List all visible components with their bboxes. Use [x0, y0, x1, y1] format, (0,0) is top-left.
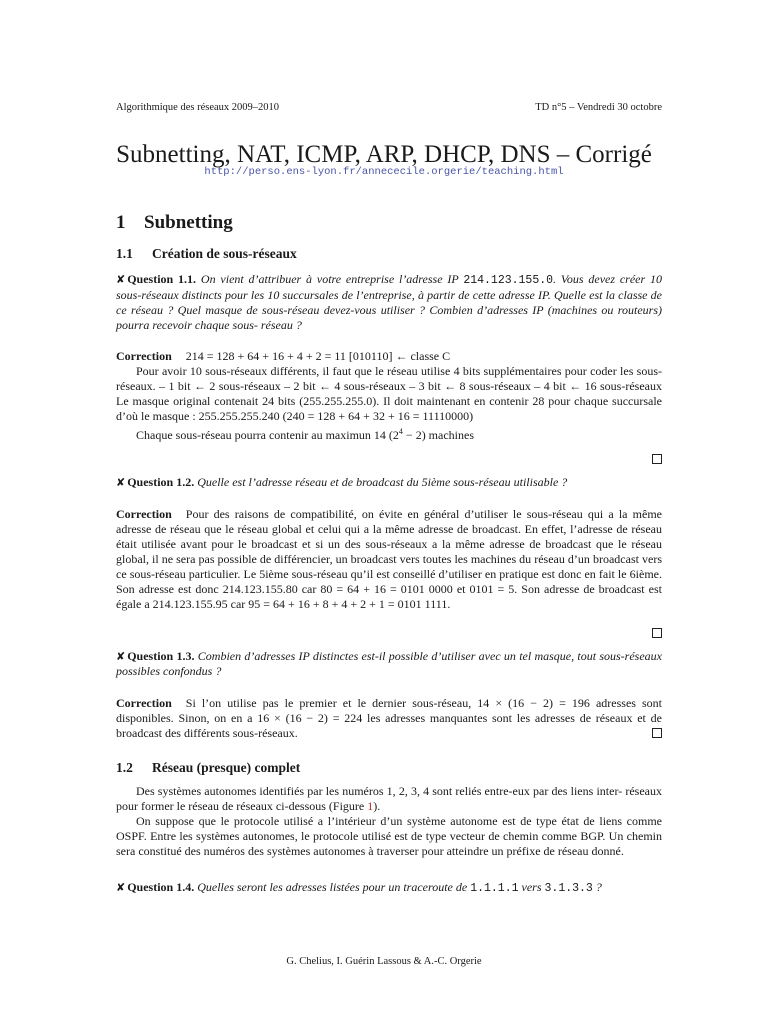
question-text [197, 880, 602, 894]
subsection-heading-1-2 [116, 760, 300, 776]
correction-text: Chaque sous-réseau pourra contenir au maximun 14 (2 [136, 428, 399, 442]
document-title: Subnetting, NAT, ICMP, ARP, DHCP, DNS – Corrigé [116, 141, 652, 168]
section-number: 1 [116, 212, 126, 233]
subsection-heading-1-1 [116, 246, 297, 262]
correction-1-2 [116, 507, 662, 612]
page-footer-authors: G. Chelius, I. Guérin Lassous & A.-C. Orgerie [286, 956, 482, 967]
running-header-right: TD n°5 – Vendredi 30 octobre [535, 102, 662, 113]
question-text-part: ? [592, 880, 602, 894]
paragraph-text: On suppose que le protocole utilisé a l’intérieur d’un système autonome est de type état de liens comme OSPF. Entre les systèmes autonomes, le protocole utilisé est de type vecteur de chemin comme BGP. Un chemin sera constitué des numéros des systèmes autonomes à traverser pour atteindre un préfixe de réseau donné. [116, 814, 662, 858]
correction-text: − 2) machines [402, 428, 475, 442]
correction-1-3 [116, 696, 662, 741]
running-header-left: Algorithmique des réseaux 2009–2010 [116, 102, 280, 113]
course-url-link[interactable]: http://perso.ens-lyon.fr/annececile.orgerie/teaching.html [204, 166, 564, 178]
figure-reference-link[interactable]: 1 [367, 799, 374, 813]
question-label: Question 1.3. [127, 649, 195, 663]
correction-paragraph [116, 364, 662, 424]
correction-line [116, 349, 662, 364]
question-1-2 [116, 475, 662, 490]
subsection-title: Création de sous-réseaux [152, 246, 297, 261]
paragraph-text: ). [373, 799, 381, 813]
correction-1-1 [116, 349, 662, 443]
exponent: 4 [398, 427, 403, 436]
end-of-proof-icon [652, 628, 662, 638]
correction-label: Correction [116, 507, 172, 521]
subsection-number: 1.1 [116, 246, 133, 261]
question-text: Combien d’adresses IP distinctes est-il possible d’utiliser avec un tel masque, tout sous-réseaux possibles confondus ? [116, 649, 662, 678]
correction-text: Pour des raisons de compatibilité, on évite en général d’utiliser le sous-réseau qui a la même adresse de réseau que le réseau global et celui qui a la même adresse de broadcast. En effet, l’adresse de réseau était utilisée avant pour le broadcast et si un des sous-réseaux a la même adresse de broadcast que le réseau global, il ne sera pas possible de différencier, un broadcast vers toutes les machines du réseau d’un broadcast vers ce sous-réseau particulier. Le 5ième sous-réseau qu’il est conseillé d’utiliser en pratique est donc en fait le 6ième. Son adresse est donc 214.123.155.80 car 80 = 64 + 16 = 0101 0000 et 0101 = 5. Son adresse de broadcast est égale a 214.123.155.95 car 95 = 64 + 16 + 8 + 4 + 2 + 1 = 0101 1111. [116, 507, 662, 611]
correction-label: Correction [116, 349, 172, 363]
question-1-1 [116, 272, 662, 333]
correction-text: Pour avoir 10 sous-réseaux différents, il faut que le réseau utilise 4 bits supplémentaires pour coder les sous-réseaux. – 1 bit ← 2 sous-réseaux – 2 bit ← 4 sous-réseaux – 3 bit ← 8 sous-réseaux – 4 bit ← 16 sous-réseaux Le masque original contenait 24 bits (255.255.255.0). Il doit maintenant en contenir 28 pour chaque succursale d’où le masque : 255.255.255.240 (240 = 128 + 64 + 32 + 16 = 11110000) [116, 364, 662, 423]
ip-address-destination: 3.1.3.3 [544, 882, 593, 895]
cross-mark-icon: ✘ [116, 650, 126, 663]
question-label: Question 1.1. [127, 272, 197, 286]
correction-paragraph [116, 424, 662, 443]
correction-text: 214 = 128 + 64 + 16 + 4 + 2 = 11 [010110] ← classe C [185, 349, 451, 363]
question-1-3 [116, 649, 662, 679]
ip-address-source: 1.1.1.1 [470, 882, 519, 895]
question-text [116, 272, 662, 332]
cross-mark-icon: ✘ [116, 476, 126, 489]
paragraph-network-intro [116, 784, 662, 814]
question-text-part: vers [518, 880, 545, 894]
subsection-number: 1.2 [116, 760, 133, 775]
question-label: Question 1.2. [127, 475, 195, 489]
end-of-proof-icon [652, 728, 662, 738]
question-1-4 [116, 880, 662, 896]
question-text-part: On vient d’attribuer à votre entreprise l’adresse IP [200, 272, 464, 286]
question-label: Question 1.4. [127, 880, 195, 894]
question-text-part: Quelles seront les adresses listées pour un traceroute de [197, 880, 471, 894]
end-of-proof-icon [652, 454, 662, 464]
section-title: Subnetting [144, 212, 233, 233]
ip-address: 214.123.155.0 [463, 274, 554, 287]
question-text-part: . Vous devez créer 10 sous-réseaux distincts pour les 10 succursales de l’entreprise, à partir de cette adresse IP. Quelle est la classe de ce réseau ? Quel masque de sous-réseau devez-vous utiliser ? Combien d’adresses IP (machines ou routeurs) pourra recevoir chaque sous- réseau ? [116, 272, 663, 332]
section-heading-subnetting [116, 212, 233, 234]
paragraph-text: Des systèmes autonomes identifiés par les numéros 1, 2, 3, 4 sont reliés entre-eux par des liens inter- réseaux pour former le réseau de réseaux ci-dessous (Figure [116, 784, 662, 813]
subsection-title: Réseau (presque) complet [152, 760, 301, 775]
cross-mark-icon: ✘ [116, 881, 126, 894]
correction-text: Si l’on utilise pas le premier et le dernier sous-réseau, 14 × (16 − 2) = 196 adresses sont disponibles. Sinon, on en a 16 × (16 − 2) = 224 les adresses manquantes sont les adresses de réseaux et de broadcast des différents sous-réseaux. [116, 696, 662, 740]
correction-label: Correction [116, 696, 172, 710]
paragraph-protocol [116, 814, 662, 859]
cross-mark-icon: ✘ [116, 273, 126, 286]
question-text: Quelle est l’adresse réseau et de broadcast du 5ième sous-réseau utilisable ? [197, 475, 568, 489]
